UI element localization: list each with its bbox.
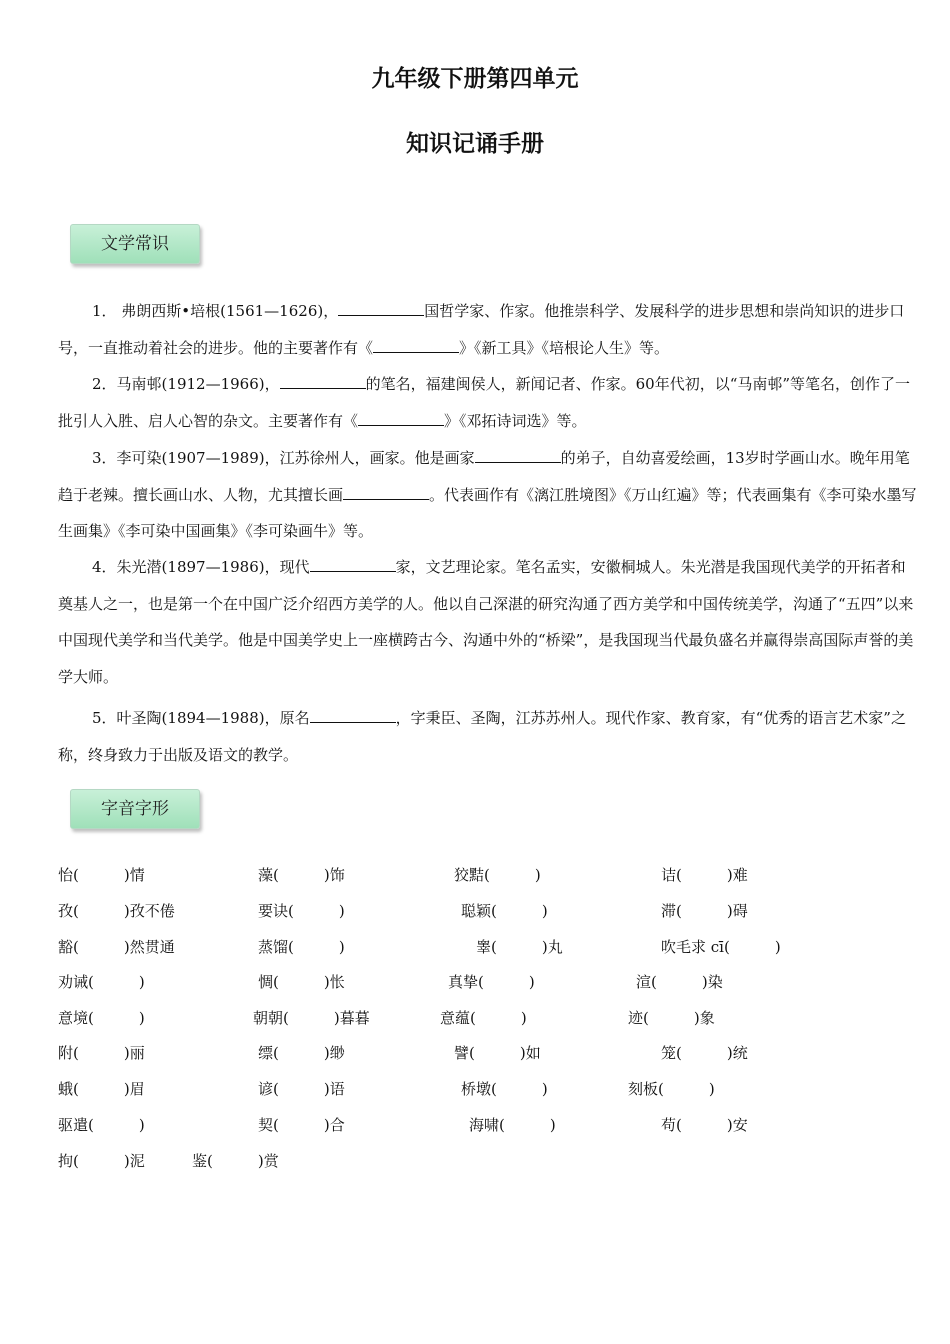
word-item: 孜( )孜不倦 (58, 902, 175, 920)
word-item: 缥( )缈 (258, 1044, 345, 1062)
fill-blank[interactable] (338, 301, 424, 316)
word-item: 豁( )然贯通 (58, 938, 175, 956)
text: 2．马南邨(1912—1966)， (92, 375, 280, 393)
word-item: 驱遣( ) (58, 1116, 145, 1134)
text: 家，文艺理论家。笔名孟实，安徽桐城人。朱光潜是我国现代美学的开拓者和奠基人之一，也是第一个在中国广泛介绍西方美学的人。他以自己深湛的研究沟通了西方美学和中国传统美学，沟通了“五四”以来中国现代美学和当代美学。他是中国美学史上一座横跨古今、沟通中外的“桥梁”，是我国现当代最负盛名并赢得崇高国际声誉的美学大师。 (58, 558, 914, 686)
paragraph-3 (58, 440, 918, 550)
paragraph-4 (58, 549, 918, 695)
page-title: 九年级下册第四单元 (371, 66, 579, 92)
fill-blank[interactable] (358, 411, 444, 426)
fill-blank[interactable] (310, 708, 396, 723)
text: 》《新工具》《培根论人生》等。 (459, 338, 670, 357)
word-item: 渲( )染 (636, 973, 723, 991)
word-item: 聪颖( ) (461, 902, 548, 920)
text: 的笔名，福建闽侯人，新闻记者、作家。60年代初，以“马南邨”等笔名，创作了一批引人入胜、启人心智的杂文。主要著作有《 (58, 375, 911, 430)
word-item: 狡黠( ) (454, 866, 541, 884)
word-item: 要诀( ) (258, 902, 345, 920)
word-item: 苟( )安 (661, 1116, 748, 1134)
word-item: 海啸( ) (469, 1116, 556, 1134)
fill-blank[interactable] (310, 557, 396, 572)
page-subtitle: 知识记诵手册 (406, 131, 544, 157)
section-literature: 文学常识 (70, 224, 200, 264)
word-item: 滞( )碍 (661, 902, 748, 920)
word-item: 桥墩( ) (461, 1080, 548, 1098)
word-item: 藻( )饰 (258, 866, 345, 884)
word-item: 意蕴( ) (440, 1009, 527, 1027)
word-item: 怡( )情 (58, 866, 145, 884)
word-item: 譬( )如 (454, 1044, 541, 1062)
text: 国哲学家、作家。他推崇科学、发展科学的进步思想和崇尚知识的进步口号，一直推动着社会的进步。他的主要著作有《 (58, 302, 905, 357)
text: 3．李可染(1907—1989)，江苏徐州人，画家。他是画家 (92, 449, 475, 467)
text: 的弟子，自幼喜爱绘画，13岁时学画山水。晚年用笔趋于老辣。擅长画山水、人物，尤其擅长画 (58, 449, 910, 504)
word-item: 谚( )语 (258, 1080, 345, 1098)
word-item: 刻板( ) (628, 1080, 715, 1098)
fill-blank[interactable] (373, 338, 459, 353)
paragraph-2 (58, 366, 918, 439)
text: ，字秉臣、圣陶，江苏苏州人。现代作家、教育家，有“优秀的语言艺术家”之称，终身致力于出版及语文的教学。 (58, 709, 906, 764)
paragraph-5 (58, 700, 918, 773)
paragraph-1 (58, 293, 918, 366)
fill-blank[interactable] (280, 374, 366, 389)
text: 1． 弗朗西斯•培根(1561—1626)， (92, 302, 339, 320)
word-item: 吹毛求 cī( ) (661, 938, 781, 956)
word-item: 拘( )泥 (58, 1152, 145, 1170)
word-item: 真挚( ) (448, 973, 535, 991)
word-item: 朝朝( )暮暮 (253, 1009, 370, 1027)
word-item: 诘( )难 (661, 866, 748, 884)
text: 》《邓拓诗词选》等。 (444, 411, 587, 430)
fill-blank[interactable] (343, 485, 429, 500)
text: 5．叶圣陶(1894—1988)，原名 (92, 709, 310, 727)
word-item: 蛾( )眉 (58, 1080, 145, 1098)
text: 。代表画作有《漓江胜境图》《万山红遍》等；代表画集有《李可染水墨写生画集》《李可染中国画集》《李可染画牛》等。 (58, 485, 917, 540)
word-item: 契( )合 (258, 1116, 345, 1134)
fill-blank[interactable] (475, 448, 561, 463)
word-item: 笼( )统 (661, 1044, 748, 1062)
section-phonetics: 字音字形 (70, 789, 200, 829)
word-item: 蒸馏( ) (258, 938, 345, 956)
word-item: 附( )丽 (58, 1044, 145, 1062)
text: 4．朱光潜(1897—1986)，现代 (92, 558, 310, 576)
word-item: 鉴( )赏 (192, 1152, 279, 1170)
word-item: 劝诫( ) (58, 973, 145, 991)
word-item: 惆( )怅 (258, 973, 345, 991)
word-item: 意境( ) (58, 1009, 145, 1027)
word-item: 睾( )丸 (476, 938, 563, 956)
word-item: 迹( )象 (628, 1009, 715, 1027)
